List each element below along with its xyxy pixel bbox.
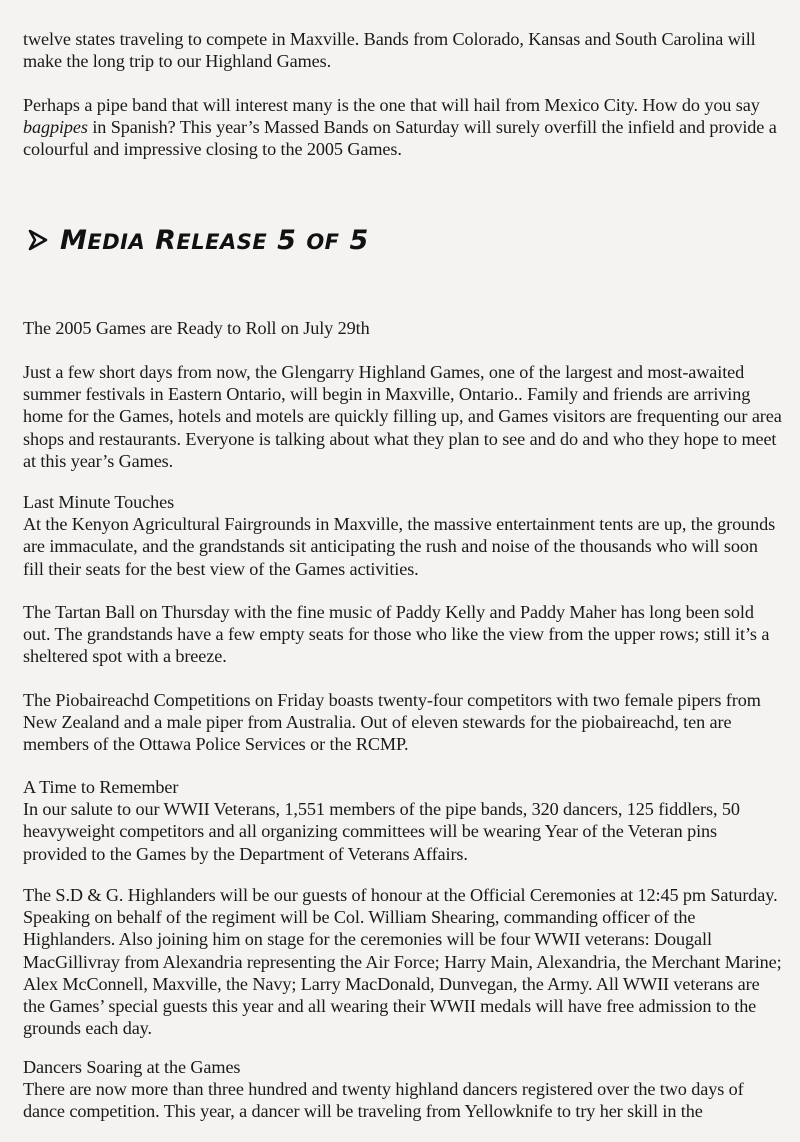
paragraph-mexico-band (23, 94, 783, 161)
media-release-heading (28, 225, 369, 256)
section-title-last-minute: Last Minute Touches (23, 492, 175, 512)
section-time-to-remember (23, 776, 783, 865)
section-title-time-to-remember: A Time to Remember (23, 777, 179, 797)
paragraph-mexico-band-start: Perhaps a pipe band that will interest many is the one that will hail from Mexico City. How do you say (23, 95, 760, 115)
bagpipes-italic: bagpipes (23, 117, 88, 138)
heading-word-media-rest: EDIA (87, 230, 146, 254)
section-last-minute (23, 491, 783, 580)
paragraph-bands-travel: twelve states traveling to compete in Maxville. Bands from Colorado, Kansas and South Carolina will make the long trip to our Highland Games. (23, 29, 756, 72)
paragraph-tartan-ball: The Tartan Ball on Thursday with the fine music of Paddy Kelly and Paddy Maher has long been sold out. The grandstands have a few empty seats for those who like the view from the upper rows; still it’s a sheltered spot with a breeze. (23, 602, 770, 667)
heading-word-media-cap: M (60, 225, 88, 256)
arrowhead-bullet-icon (28, 229, 48, 251)
heading-word-release-cap: R (155, 225, 177, 256)
release-subtitle: The 2005 Games are Ready to Roll on July 29th (23, 318, 370, 338)
heading-word-of: OF (306, 230, 340, 254)
paragraph-games-ready: Just a few short days from now, the Glengarry Highland Games, one of the largest and most-awaited summer festivals in Eastern Ontario, will begin in Maxville, Ontario.. Family and friends are arriving home for the Games, hotels and motels are quickly filling up, and Games visitors are frequenting our area shops and restaurants. Everyone is talking about what they plan to see and do and who they hope to meet at this year’s Games. (23, 362, 782, 471)
paragraph-piobaireachd: The Piobaireachd Competitions on Friday boasts twenty-four competitors with two female pipers from New Zealand and a male piper from Australia. Out of eleven stewards for the piobaireachd, ten are members of the Ottawa Police Services or the RCMP. (23, 690, 761, 755)
heading-word-release-rest: ELEASE (176, 230, 268, 254)
heading-number-five: 5 (277, 225, 297, 256)
heading-number-total: 5 (349, 225, 369, 256)
paragraph-highlanders: The S.D & G. Highlanders will be our guests of honour at the Official Ceremonies at 12:45 pm Saturday. Speaking on behalf of the regiment will be Col. William Shearing, commanding officer of the Highlanders. Also joining him on stage for the ceremonies will be four WWII veterans: Dougall MacGillivray from Alexandria representing the Air Force; Harry Main, Alexandria, the Merchant Marine; Alex McConnell, Maxville, the Navy; Larry MacDonald, Dunvegan, the Army. All WWII veterans are the Games’ special guests this year and all wearing their WWII medals will have free admission to the grounds each day. (23, 885, 782, 1039)
paragraph-mexico-band-end: in Spanish? This year’s Massed Bands on Saturday will surely overfill the infield and provide a colourful and impressive closing to the 2005 Games. (23, 117, 777, 160)
paragraph-dancers: There are now more than three hundred and twenty highland dancers registered over the two days of dance competition. This year, a dancer will be traveling from Yellowknife to try her skill in the (23, 1079, 744, 1122)
section-dancers (23, 1056, 783, 1123)
paragraph-veterans-pins: In our salute to our WWII Veterans, 1,551 members of the pipe bands, 320 dancers, 125 fiddlers, 50 heavyweight competitors and all organizing committees will be wearing Year of the Veteran pins provided to the Games by the Department of Veterans Affairs. (23, 799, 740, 864)
section-title-dancers: Dancers Soaring at the Games (23, 1057, 241, 1077)
paragraph-fairgrounds: At the Kenyon Agricultural Fairgrounds in Maxville, the massive entertainment tents are up, the grounds are immaculate, and the grandstands sit anticipating the rush and noise of the thousands who will soon fill their seats for the best view of the Games activities. (23, 514, 776, 579)
